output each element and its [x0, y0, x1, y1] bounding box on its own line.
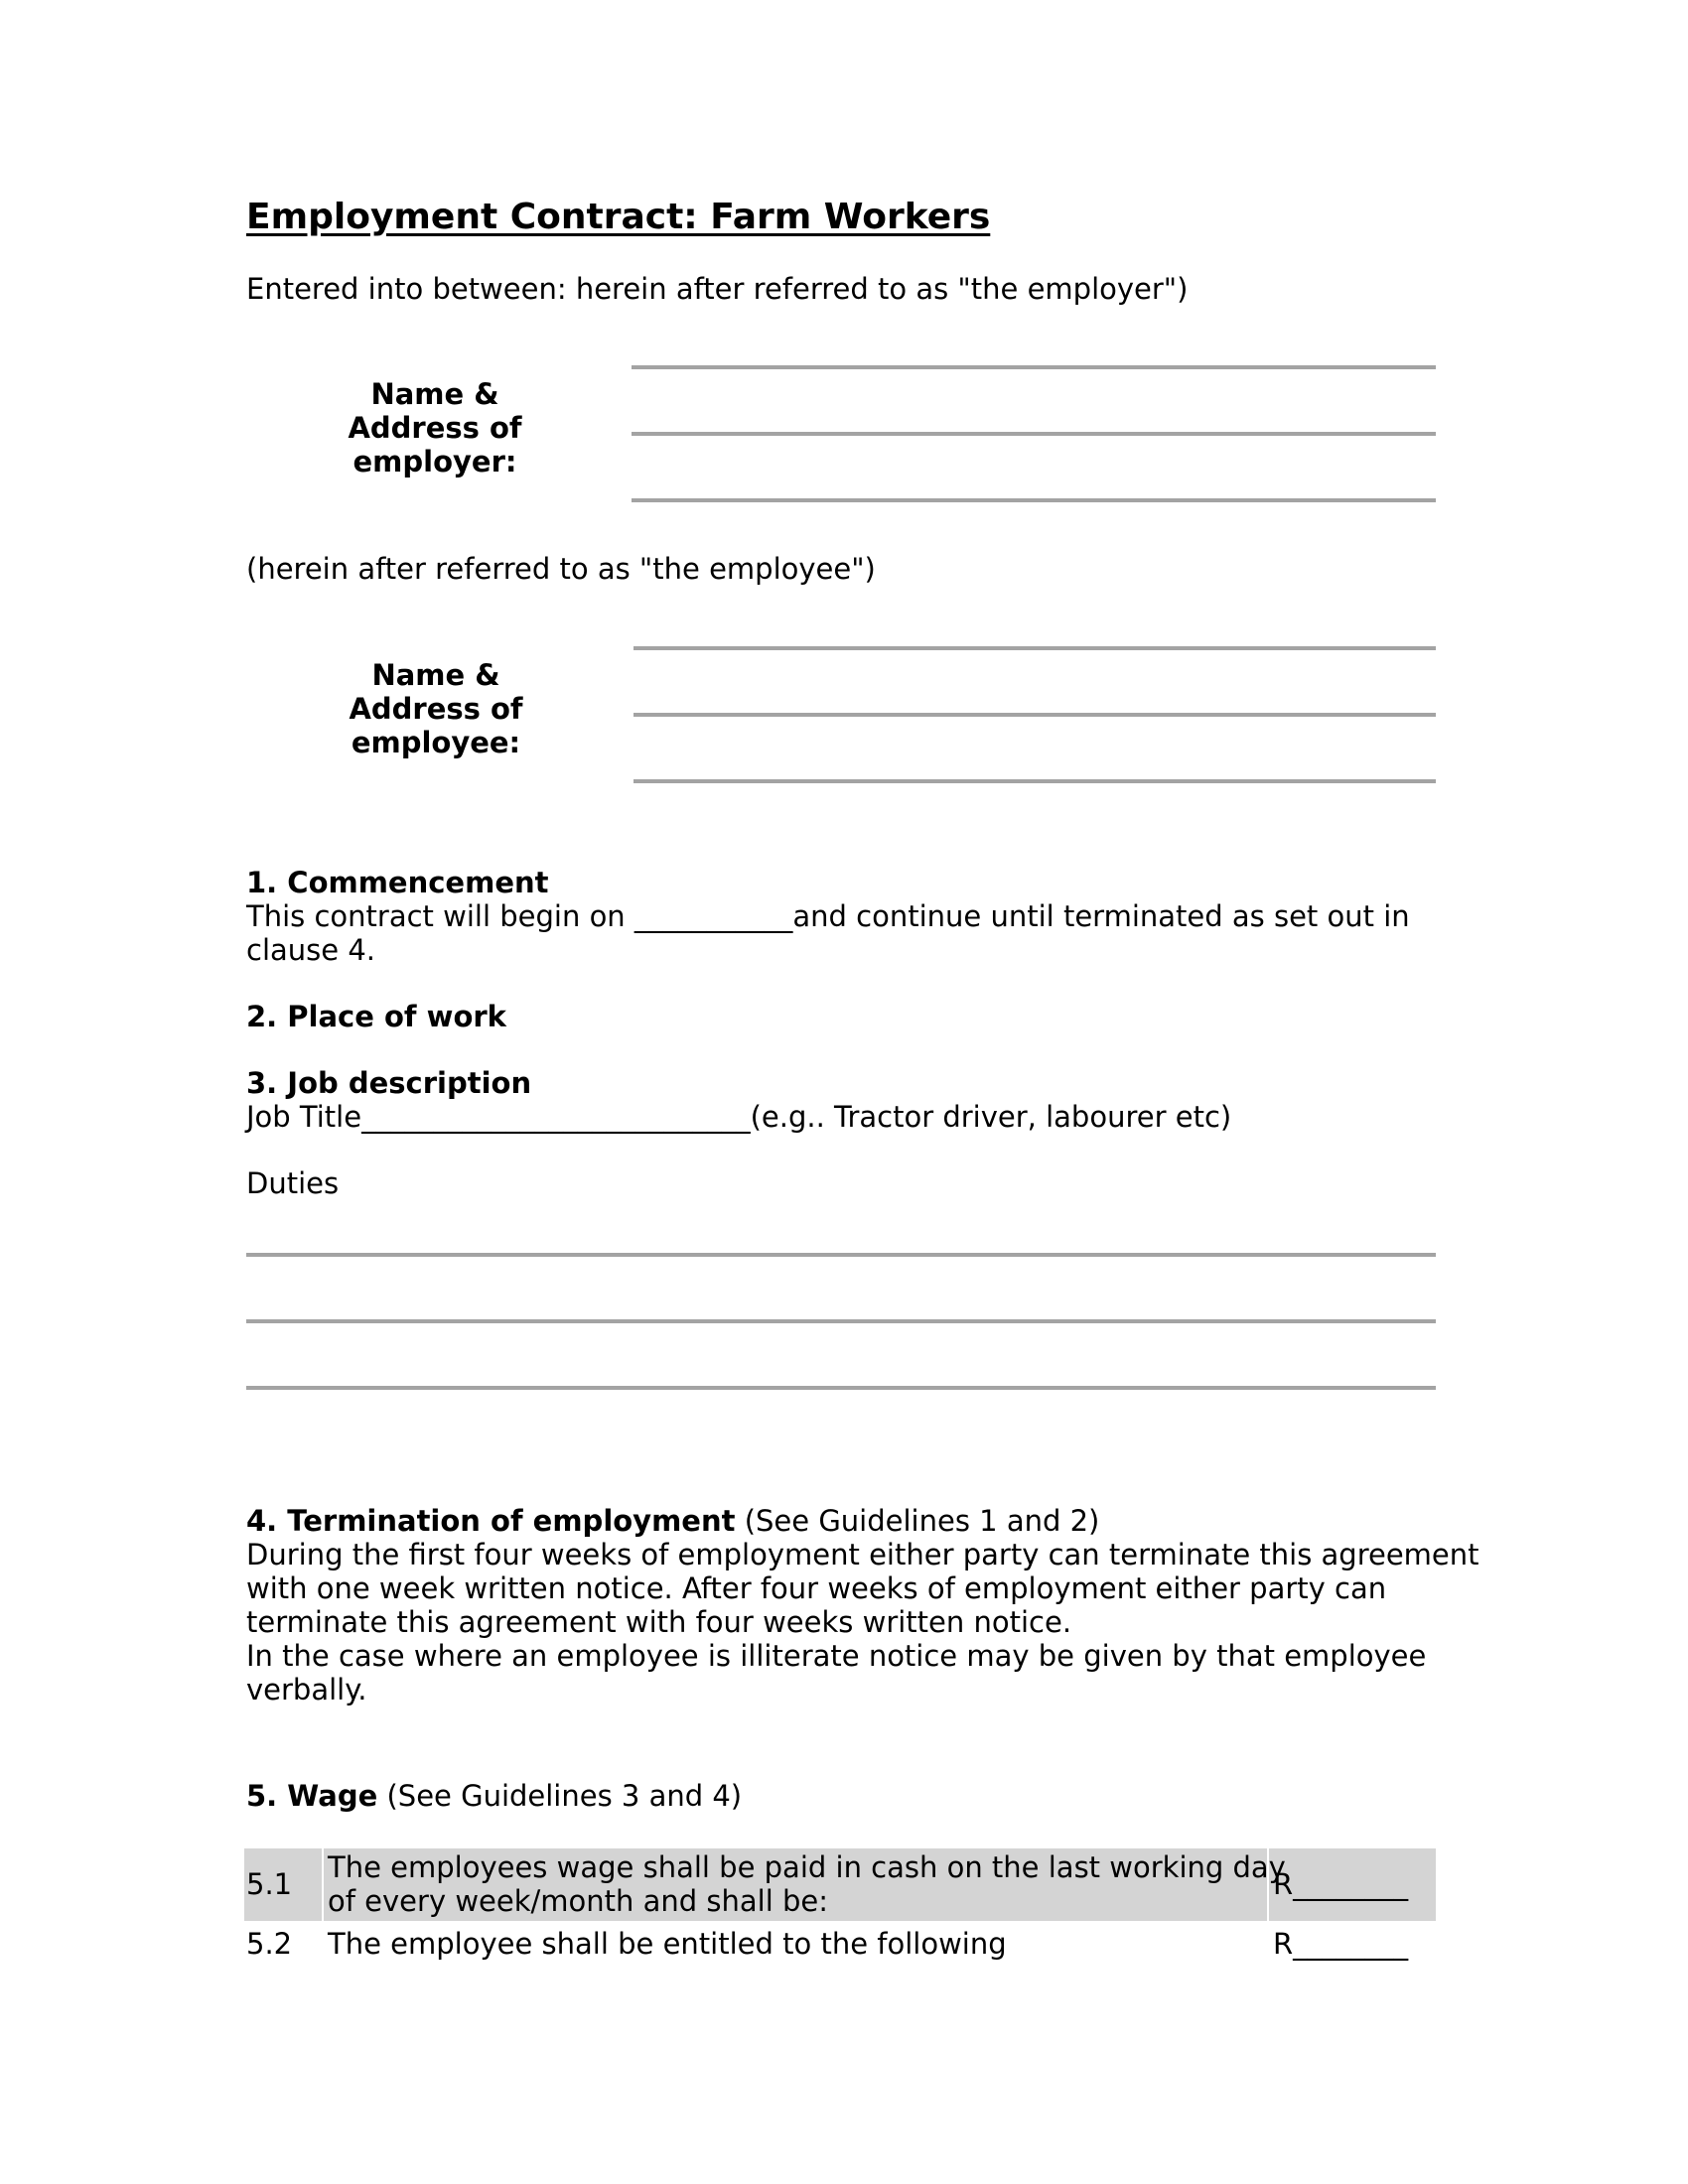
duties-input-line-2[interactable] — [246, 1319, 1436, 1323]
intro-text: Entered into between: herein after referred to as "the employer") — [246, 272, 1189, 306]
wage-row-1-text-line2: of every week/month and shall be: — [328, 1884, 829, 1918]
job-description-heading: 3. Job description — [246, 1066, 532, 1100]
employee-input-line-3[interactable] — [633, 779, 1436, 783]
wage-heading: 5. Wage — [246, 1779, 378, 1813]
document-title: Employment Contract: Farm Workers — [246, 197, 991, 237]
termination-heading: 4. Termination of employment — [246, 1504, 736, 1538]
employer-label-line2: Address of employer: — [348, 411, 522, 478]
termination-heading-note: (See Guidelines 1 and 2) — [735, 1504, 1100, 1538]
termination-line: verbally. — [246, 1673, 367, 1706]
commencement-line2: clause 4. — [246, 933, 375, 967]
termination-body — [246, 1538, 1479, 1706]
employer-label — [266, 377, 604, 478]
wage-heading-row — [246, 1779, 742, 1813]
job-title-line: Job Title___________________________(e.g.. Tractor driver, labourer etc) — [246, 1100, 1232, 1134]
duties-input-line-1[interactable] — [246, 1253, 1436, 1257]
place-of-work-heading: 2. Place of work — [246, 1000, 506, 1033]
wage-row-2-text: The employee shall be entitled to the following — [328, 1927, 1007, 1961]
wage-heading-note: (See Guidelines 3 and 4) — [377, 1779, 743, 1813]
employer-input-line-2[interactable] — [632, 432, 1436, 436]
employee-label-line1: Name & — [371, 658, 500, 692]
wage-row-1-num: 5.1 — [246, 1867, 293, 1901]
employee-label-line2: Address of employee: — [349, 692, 523, 759]
commencement-line1: This contract will begin on ___________and continue until terminated as set out in — [246, 899, 1410, 933]
employee-label — [266, 658, 606, 759]
employee-intro-text: (herein after referred to as "the employee") — [246, 552, 876, 586]
termination-line: During the first four weeks of employment either party can terminate this agreement — [246, 1538, 1479, 1571]
termination-line: terminate this agreement with four weeks written notice. — [246, 1605, 1072, 1639]
employer-input-line-3[interactable] — [632, 498, 1436, 502]
commencement-heading: 1. Commencement — [246, 866, 549, 899]
employer-label-line1: Name & — [370, 377, 499, 411]
termination-line: In the case where an employee is illiterate notice may be given by that employee — [246, 1639, 1427, 1673]
duties-label: Duties — [246, 1166, 340, 1200]
wage-row-2-amount[interactable]: R________ — [1273, 1927, 1409, 1961]
wage-row-2-num: 5.2 — [246, 1927, 293, 1961]
employee-input-line-2[interactable] — [633, 713, 1436, 717]
employer-input-line-1[interactable] — [632, 365, 1436, 369]
termination-heading-row — [246, 1504, 1099, 1538]
wage-row-1-text-line1: The employees wage shall be paid in cash on the last working day — [328, 1850, 1286, 1884]
duties-input-line-3[interactable] — [246, 1386, 1436, 1390]
wage-row-1-amount[interactable]: R________ — [1273, 1867, 1409, 1901]
employee-input-line-1[interactable] — [633, 646, 1436, 650]
termination-line: with one week written notice. After four weeks of employment either party can — [246, 1571, 1387, 1605]
